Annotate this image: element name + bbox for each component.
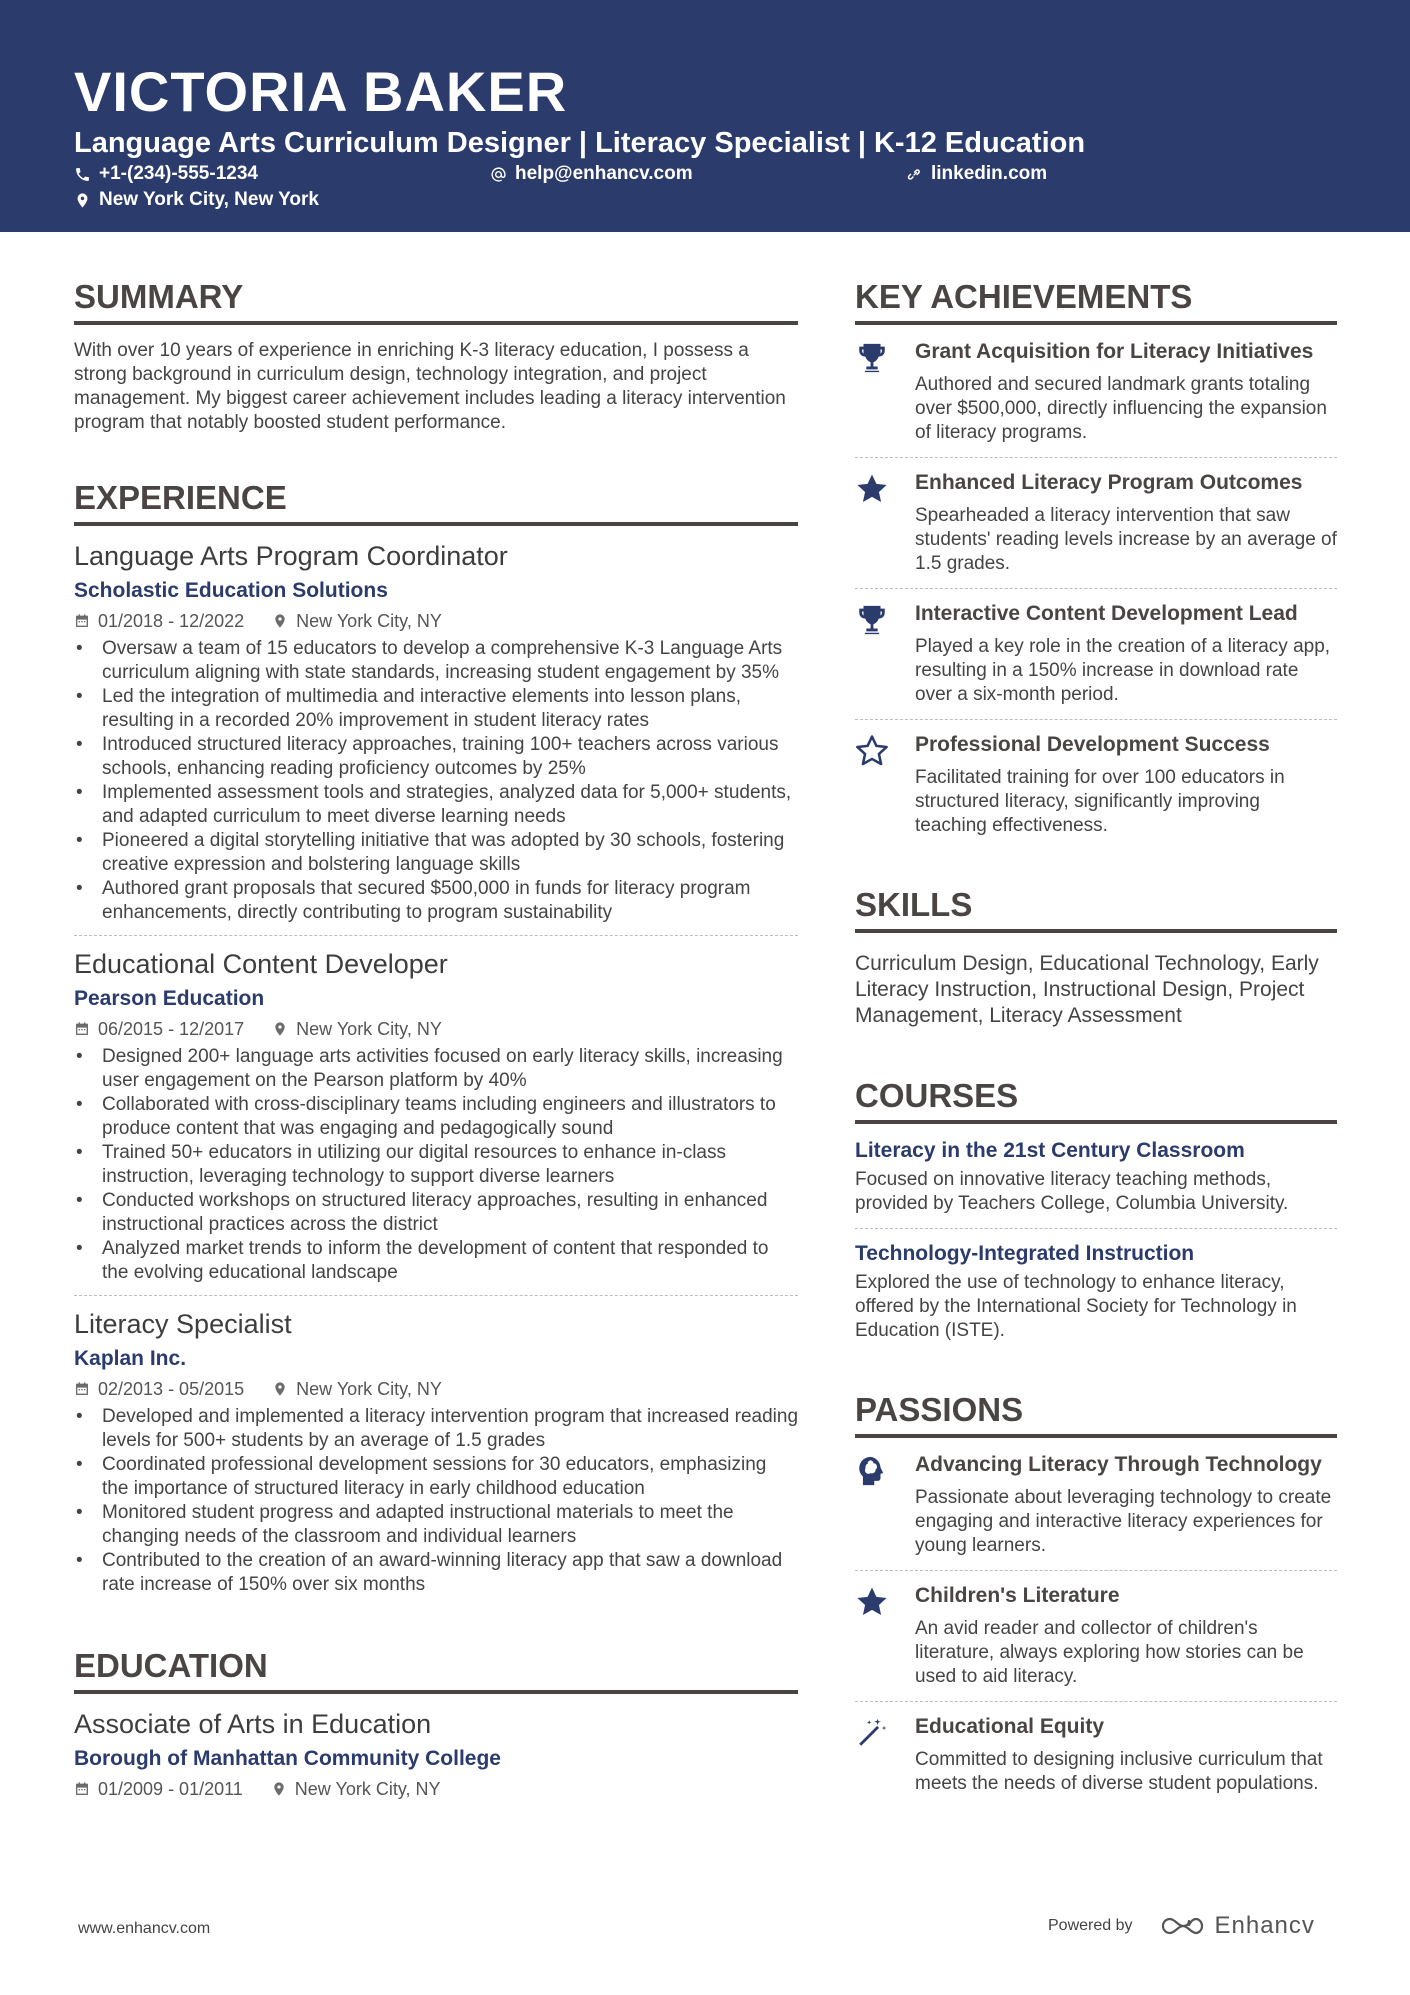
- job-bullet: • Implemented assessment tools and strategies, analyzed data for 5,000+ students, and adapted curriculum to meet diverse learning needs: [74, 781, 798, 829]
- education-meta: [74, 1777, 798, 1801]
- powered-by-text: Powered by: [1048, 1917, 1133, 1934]
- course-desc: Explored the use of technology to enhance literacy, offered by the International Society for Technology in Education (ISTE).: [855, 1272, 1297, 1341]
- left-column: [74, 278, 798, 1801]
- job-dates: 01/2018 - 12/2022: [98, 611, 245, 631]
- job-bullets: [74, 637, 798, 925]
- achievements-section: [855, 278, 1337, 850]
- summary-title: SUMMARY: [74, 278, 798, 325]
- course-item: [855, 1228, 1337, 1355]
- skills-section: [855, 886, 1337, 1029]
- achievement-item: [855, 327, 1337, 457]
- job-dates: 06/2015 - 12/2017: [98, 1019, 245, 1039]
- star-outline-icon: [855, 734, 889, 768]
- job-bullet: • Oversaw a team of 15 educators to develop a comprehensive K-3 Language Arts curriculum aligning with state standards, increasing student engagement by 35%: [74, 637, 798, 685]
- job-meta: [74, 609, 798, 633]
- education-section: [74, 1647, 798, 1801]
- passion-item: [855, 1701, 1337, 1808]
- candidate-headline: Language Arts Curriculum Designer | Literacy Specialist | K-12 Education: [74, 127, 1086, 159]
- job-bullet: • Collaborated with cross-disciplinary teams including engineers and illustrators to produce content that was engaging and pedagogically sound: [74, 1093, 798, 1141]
- skills-text: Curriculum Design, Educational Technology, Early Literacy Instruction, Instructional Design, Project Management, Literacy Assessment: [855, 952, 1319, 1027]
- job-bullets: [74, 1405, 798, 1597]
- achievement-item: [855, 719, 1337, 850]
- passion-desc: An avid reader and collector of children's literature, always exploring how stories can be used to aid literacy.: [915, 1618, 1304, 1687]
- job-entry: [74, 1295, 798, 1607]
- course-desc: Focused on innovative literacy teaching methods, provided by Teachers College, Columbia University.: [855, 1169, 1289, 1214]
- achievement-desc: Facilitated training for over 100 educators in structured literacy, significantly improving teaching effectiveness.: [915, 767, 1285, 836]
- phone-icon: [74, 166, 91, 183]
- job-location-text: New York City, NY: [296, 1019, 442, 1039]
- passion-item: [855, 1570, 1337, 1701]
- job-role: Educational Content Developer: [74, 949, 448, 979]
- passion-item: [855, 1440, 1337, 1570]
- job-bullet: • Authored grant proposals that secured $500,000 in funds for literacy program enhancements, directly contributing to program sustainability: [74, 877, 798, 925]
- calendar-icon: [74, 1021, 90, 1037]
- job-meta: [74, 1377, 798, 1401]
- education-school: Borough of Manhattan Community College: [74, 1747, 501, 1770]
- job-entry: [74, 540, 798, 935]
- skills-title: SKILLS: [855, 886, 1337, 933]
- passion-title: Educational Equity: [915, 1715, 1105, 1738]
- location-pin-icon: [272, 1021, 288, 1037]
- contact-phone: [74, 163, 258, 185]
- trophy-icon: [855, 341, 889, 375]
- right-column: [855, 278, 1337, 1808]
- contact-email[interactable]: [490, 163, 693, 185]
- location-pin-icon: [272, 1381, 288, 1397]
- achievement-title: Professional Development Success: [915, 733, 1270, 756]
- job-bullet: • Introduced structured literacy approaches, training 100+ teachers across various schools, enhancing reading proficiency outcomes by 25%: [74, 733, 798, 781]
- magic-wand-icon: [855, 1716, 889, 1750]
- job-bullet: • Developed and implemented a literacy intervention program that increased reading levels for 500+ students by an average of 1.5 grades: [74, 1405, 798, 1453]
- achievement-desc: Authored and secured landmark grants totaling over $500,000, directly influencing the expansion of literacy programs.: [915, 374, 1327, 443]
- link-icon: [906, 166, 923, 183]
- contact-location: [74, 189, 319, 211]
- at-icon: [490, 166, 507, 183]
- achievements-title: KEY ACHIEVEMENTS: [855, 278, 1337, 325]
- job-bullet: • Monitored student progress and adapted instructional materials to meet the changing needs of the classroom and individual learners: [74, 1501, 798, 1549]
- experience-section: [74, 479, 798, 1607]
- summary-text: With over 10 years of experience in enriching K-3 literacy education, I possess a strong background in curriculum design, technology integration, and project management. My biggest career achievement includes leading a literacy intervention program that notably boosted student performance.: [74, 340, 786, 433]
- linkedin-text: linkedin.com: [931, 163, 1048, 184]
- job-role: Literacy Specialist: [74, 1309, 292, 1339]
- education-location-text: New York City, NY: [294, 1779, 441, 1799]
- job-bullet: • Analyzed market trends to inform the development of content that responded to the evolving educational landscape: [74, 1237, 798, 1285]
- brand-text: Enhancv: [1214, 1912, 1315, 1939]
- location-text: New York City, New York: [99, 189, 319, 210]
- job-bullet: • Coordinated professional development sessions for 30 educators, emphasizing the importance of structured literacy in early childhood education: [74, 1453, 798, 1501]
- calendar-icon: [74, 1781, 90, 1797]
- job-location: [272, 1377, 442, 1401]
- job-role: Language Arts Program Coordinator: [74, 541, 508, 571]
- passion-title: Advancing Literacy Through Technology: [915, 1453, 1322, 1476]
- course-title: Literacy in the 21st Century Classroom: [855, 1139, 1245, 1162]
- job-company: Pearson Education: [74, 987, 265, 1010]
- footer-branding: [1048, 1912, 1315, 1940]
- location-pin-icon: [74, 192, 91, 209]
- location-pin-icon: [271, 1781, 287, 1797]
- achievement-desc: Spearheaded a literacy intervention that saw students' reading levels increase by an average of 1.5 grades.: [915, 505, 1337, 574]
- achievement-title: Interactive Content Development Lead: [915, 602, 1298, 625]
- job-entry: [74, 935, 798, 1295]
- footer-website[interactable]: www.enhancv.com: [78, 1920, 211, 1937]
- achievement-item: [855, 457, 1337, 588]
- enhancv-logo[interactable]: [1159, 1912, 1315, 1940]
- education-degree: Associate of Arts in Education: [74, 1709, 432, 1739]
- achievement-desc: Played a key role in the creation of a literacy app, resulting in a 150% increase in download rate over a six-month period.: [915, 636, 1331, 705]
- job-bullet: • Designed 200+ language arts activities focused on early literacy skills, increasing user engagement on the Pearson platform by 40%: [74, 1045, 798, 1093]
- course-title: Technology-Integrated Instruction: [855, 1242, 1195, 1265]
- contact-linkedin[interactable]: [906, 163, 1047, 185]
- education-location: [271, 1777, 441, 1801]
- phone-text: +1-(234)-555-1234: [99, 163, 258, 184]
- experience-title: EXPERIENCE: [74, 479, 798, 526]
- job-location-text: New York City, NY: [296, 1379, 442, 1399]
- courses-section: [855, 1077, 1337, 1355]
- summary-section: [74, 278, 798, 435]
- star-icon: [855, 472, 889, 506]
- email-text: help@enhancv.com: [515, 163, 693, 184]
- education-dates: 01/2009 - 01/2011: [98, 1779, 243, 1799]
- job-bullet: • Contributed to the creation of an award-winning literacy app that saw a download rate increase of 150% over six months: [74, 1549, 798, 1597]
- job-dates: 02/2013 - 05/2015: [98, 1379, 245, 1399]
- star-icon: [855, 1585, 889, 1619]
- candidate-name: VICTORIA BAKER: [74, 60, 568, 123]
- job-bullet: • Led the integration of multimedia and interactive elements into lesson plans, resulting in a recorded 20% improvement in student literacy rates: [74, 685, 798, 733]
- course-item: [855, 1136, 1337, 1228]
- location-pin-icon: [272, 613, 288, 629]
- job-bullets: [74, 1045, 798, 1285]
- achievement-item: [855, 588, 1337, 719]
- job-location-text: New York City, NY: [296, 611, 442, 631]
- passions-title: PASSIONS: [855, 1391, 1337, 1438]
- education-title: EDUCATION: [74, 1647, 798, 1694]
- passion-desc: Passionate about leveraging technology to create engaging and interactive literacy experiences for young learners.: [915, 1487, 1332, 1556]
- job-bullet: • Conducted workshops on structured literacy approaches, resulting in enhanced instructional practices across the district: [74, 1189, 798, 1237]
- job-company: Scholastic Education Solutions: [74, 579, 388, 602]
- job-location: [272, 1017, 442, 1041]
- achievement-title: Grant Acquisition for Literacy Initiatives: [915, 340, 1314, 363]
- job-location: [272, 609, 442, 633]
- passion-desc: Committed to designing inclusive curriculum that meets the needs of diverse student populations.: [915, 1749, 1323, 1794]
- enhancv-logo-icon: [1159, 1914, 1207, 1938]
- calendar-icon: [74, 1381, 90, 1397]
- passions-section: [855, 1391, 1337, 1808]
- calendar-icon: [74, 613, 90, 629]
- job-bullet: • Pioneered a digital storytelling initiative that was adopted by 30 schools, fostering creative expression and bolstering language skills: [74, 829, 798, 877]
- passion-title: Children's Literature: [915, 1584, 1120, 1607]
- achievement-title: Enhanced Literacy Program Outcomes: [915, 471, 1303, 494]
- job-bullet: • Trained 50+ educators in utilizing our digital resources to enhance in-class instruction, leveraging technology to support diverse learners: [74, 1141, 798, 1189]
- job-company: Kaplan Inc.: [74, 1347, 187, 1370]
- head-icon: [855, 1454, 889, 1488]
- job-meta: [74, 1017, 798, 1041]
- resume-header: [0, 0, 1410, 232]
- trophy-icon: [855, 603, 889, 637]
- courses-title: COURSES: [855, 1077, 1337, 1124]
